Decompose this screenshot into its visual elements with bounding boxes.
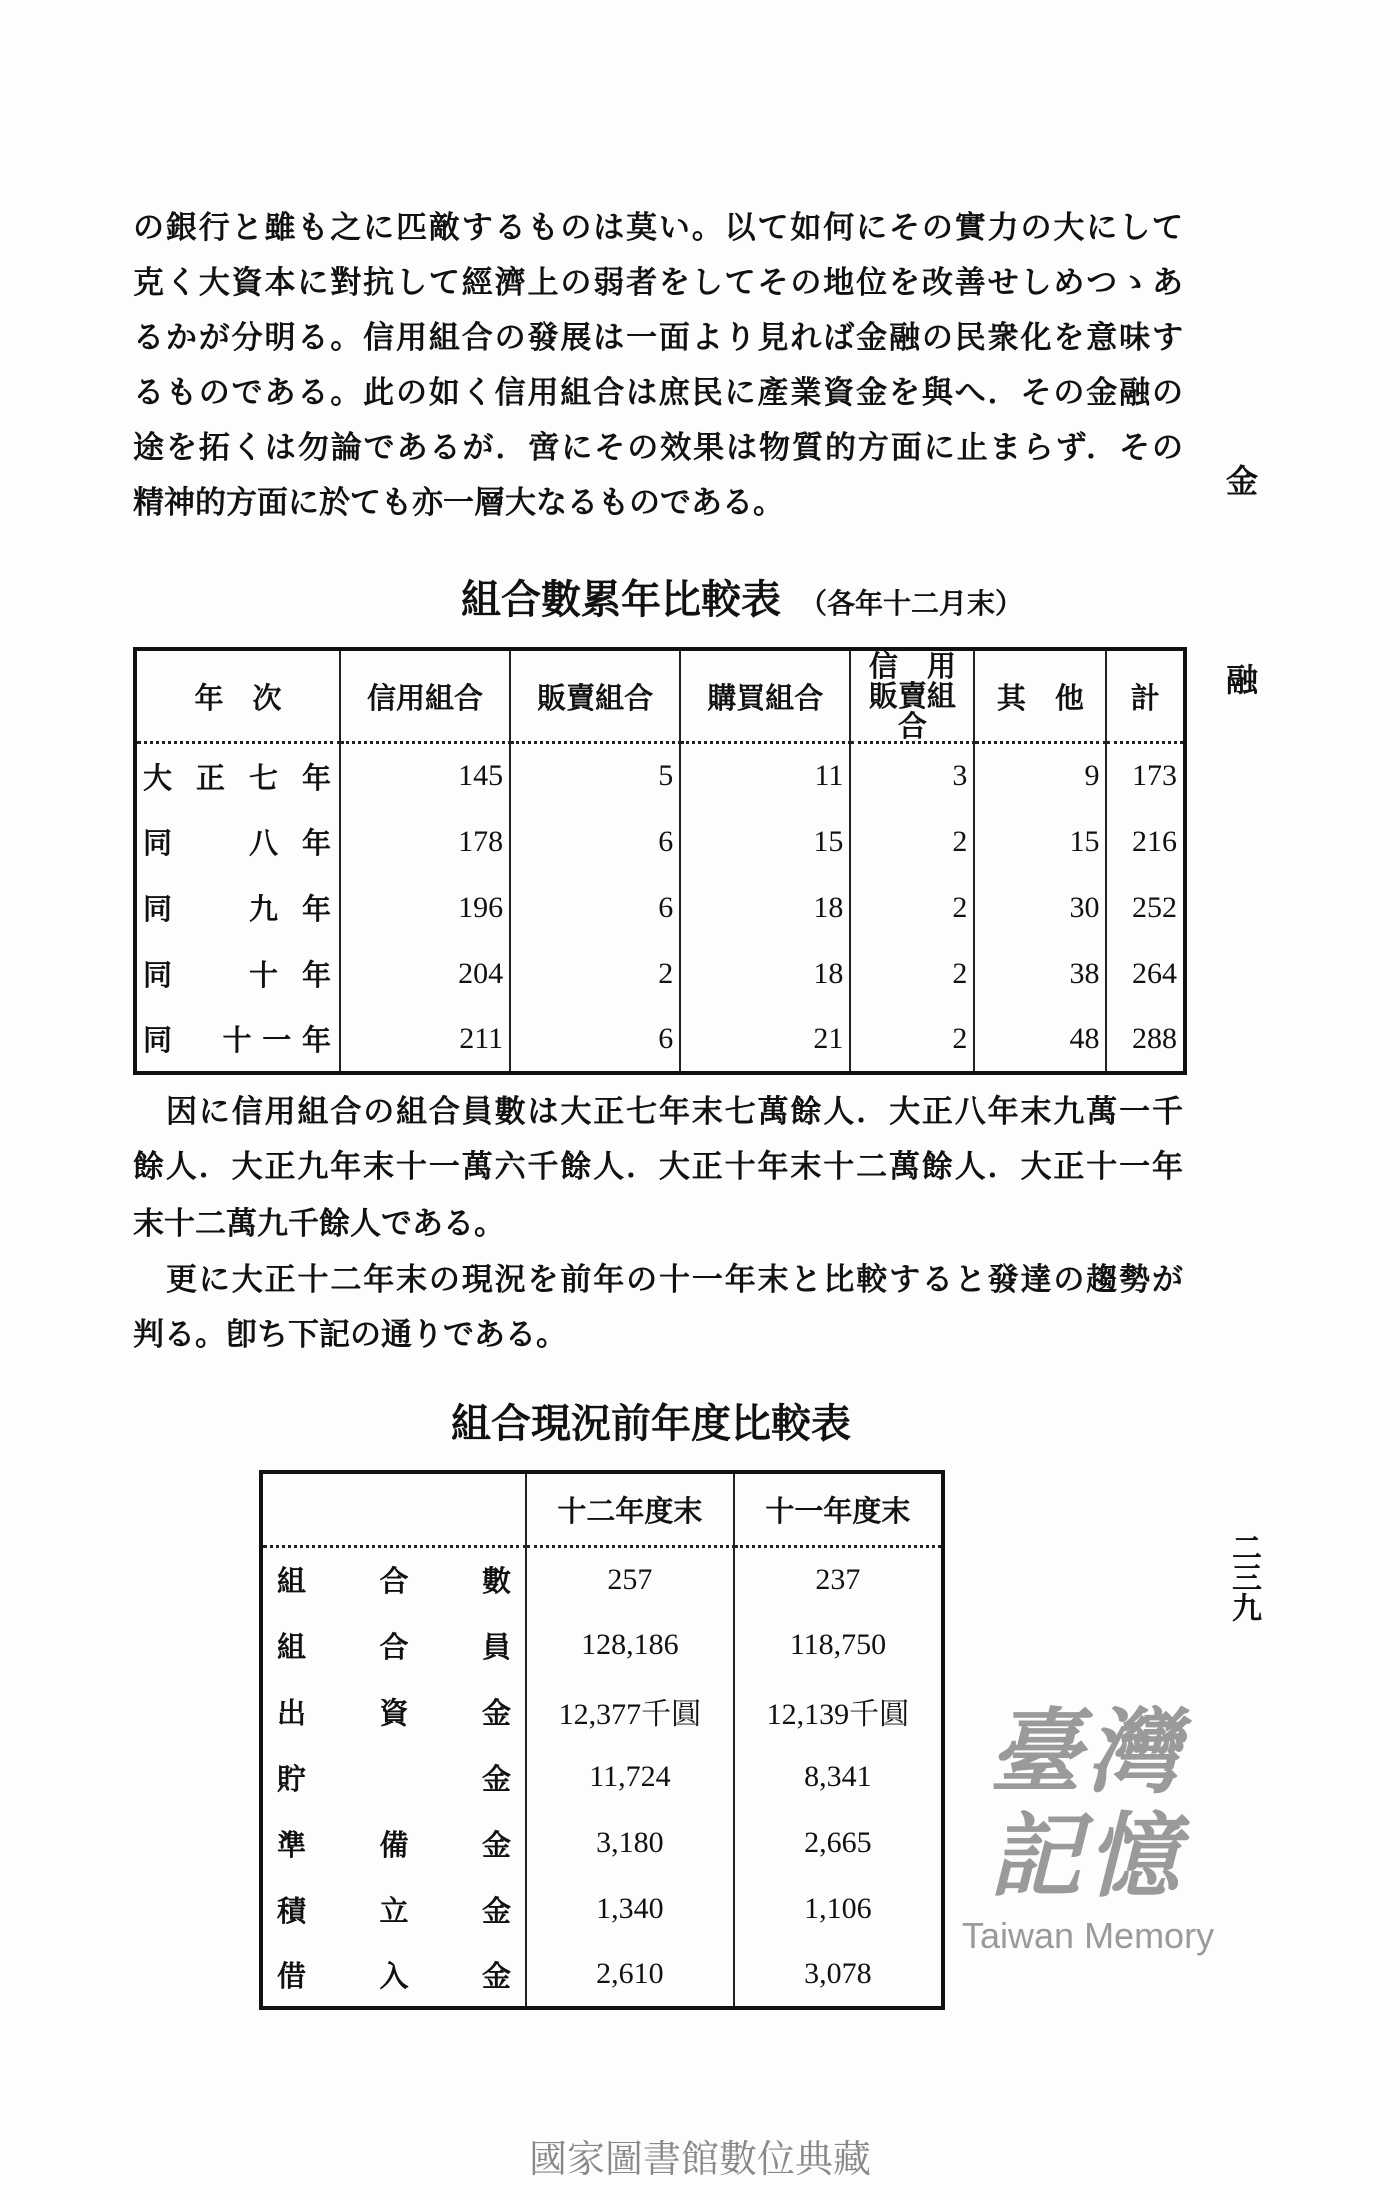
row-label: 積 立 金 xyxy=(277,1893,511,1928)
table-cell: 128,186 xyxy=(526,1612,734,1678)
table-cell: 1,340 xyxy=(526,1876,734,1942)
text-line: 判る。卽ち下記の通りである。 xyxy=(133,1317,567,1353)
table-cell: 6 xyxy=(510,809,680,875)
row-label: 同 十一年 xyxy=(143,1023,333,1057)
table1-title-text: 組合數累年比較表 xyxy=(460,576,781,623)
table-cell: 12,139千圓 xyxy=(734,1678,943,1744)
table-cell: 2 xyxy=(510,941,680,1007)
union-status-table xyxy=(259,1470,945,2010)
table-cell: 237 xyxy=(734,1546,943,1612)
row-label: 大正七年 xyxy=(143,760,333,795)
row-label: 貯 金 xyxy=(277,1761,511,1796)
union-count-table xyxy=(133,647,1187,1075)
row-label: 同 九年 xyxy=(143,892,333,926)
table-cell: 257 xyxy=(526,1546,734,1612)
table-cell: 3,078 xyxy=(734,1942,943,2008)
table-row xyxy=(135,809,1185,875)
row-label: 組 合 員 xyxy=(277,1629,511,1664)
table-row xyxy=(135,1007,1185,1073)
text-line: るかが分明る。信用組合の發展は一面より見れば金融の民衆化を意味す xyxy=(133,320,1183,356)
table-row xyxy=(135,941,1185,1007)
table-row xyxy=(261,1546,943,1612)
column-header xyxy=(261,1472,526,1546)
table-row xyxy=(261,1612,943,1678)
table-cell: 196 xyxy=(340,875,510,941)
column-header: 十一年度末 xyxy=(734,1472,943,1546)
column-header: 信用組合 xyxy=(340,649,510,743)
column-header: 年 次 xyxy=(135,649,340,743)
table-row xyxy=(135,743,1185,809)
watermark-en: Taiwan Memory xyxy=(962,1915,1215,1956)
table-cell: 264 xyxy=(1106,941,1185,1007)
table-cell: 211 xyxy=(340,1007,510,1073)
margin-heading-char: 融 xyxy=(1226,661,1259,699)
column-header: 十二年度末 xyxy=(526,1472,734,1546)
table-row xyxy=(261,1942,943,2008)
table-cell: 11,724 xyxy=(526,1744,734,1810)
text-line: 克く大資本に對抗して經濟上の弱者をしてその地位を改善せしめつゝあ xyxy=(133,265,1183,301)
table-cell: 2 xyxy=(850,809,974,875)
table-cell: 6 xyxy=(510,1007,680,1073)
table-cell: 6 xyxy=(510,875,680,941)
table-cell: 145 xyxy=(340,743,510,809)
table-cell: 2,665 xyxy=(734,1810,943,1876)
table-cell: 178 xyxy=(340,809,510,875)
table-row xyxy=(261,1744,943,1810)
text-line: 途を拓くは勿論であるが．啻にその效果は物質的方面に止まらず．その xyxy=(133,430,1183,466)
table1-subtitle: （各年十二月末） xyxy=(798,587,1024,620)
text-line: 精神的方面に於ても亦一層大なるものである。 xyxy=(133,485,784,521)
watermark-logo xyxy=(962,1698,1215,1958)
footer-credit: 國家圖書館數位典藏 xyxy=(528,2137,872,2181)
row-label: 組 合 數 xyxy=(277,1564,511,1599)
text-line: るものである。此の如く信用組合は庶民に產業資金を與へ．その金融の xyxy=(133,375,1183,411)
table-cell: 5 xyxy=(510,743,680,809)
table-cell: 1,106 xyxy=(734,1876,943,1942)
table-header-row xyxy=(261,1472,943,1546)
column-header: 購買組合 xyxy=(680,649,850,743)
table-cell: 173 xyxy=(1106,743,1185,809)
text-line: 末十二萬九千餘人である。 xyxy=(133,1206,505,1242)
text-line: 餘人．大正九年末十一萬六千餘人．大正十年末十二萬餘人．大正十一年 xyxy=(133,1149,1183,1185)
table-cell: 2 xyxy=(850,875,974,941)
page-number: 二三九 xyxy=(1226,1532,1261,1622)
row-label: 準 備 金 xyxy=(277,1827,511,1862)
table-cell: 216 xyxy=(1106,809,1185,875)
table-cell: 38 xyxy=(974,941,1106,1007)
table-cell: 3,180 xyxy=(526,1810,734,1876)
table-cell: 18 xyxy=(680,941,850,1007)
table-cell: 118,750 xyxy=(734,1612,943,1678)
table-cell: 2 xyxy=(850,941,974,1007)
row-label: 借 入 金 xyxy=(277,1958,511,1993)
table-row xyxy=(135,875,1185,941)
table-cell: 48 xyxy=(974,1007,1106,1073)
row-label: 同 十年 xyxy=(143,958,333,992)
table1-title xyxy=(461,568,1023,625)
text-line: の銀行と雖も之に匹敵するものは莫い。以て如何にその實力の大にして xyxy=(133,210,1183,246)
table2-title: 組合現況前年度比較表 xyxy=(451,1400,851,1447)
table-cell: 30 xyxy=(974,875,1106,941)
table-row xyxy=(261,1678,943,1744)
table-cell: 2,610 xyxy=(526,1942,734,2008)
table-row xyxy=(261,1876,943,1942)
column-header: 計 xyxy=(1106,649,1185,743)
text-line: 更に大正十二年末の現況を前年の十一年末と比較すると發達の趨勢が xyxy=(166,1262,1183,1298)
table-cell: 21 xyxy=(680,1007,850,1073)
table-header-row xyxy=(135,649,1185,743)
table-cell: 18 xyxy=(680,875,850,941)
table-cell: 11 xyxy=(680,743,850,809)
table-cell: 252 xyxy=(1106,875,1185,941)
table-cell: 2 xyxy=(850,1007,974,1073)
table-cell: 15 xyxy=(974,809,1106,875)
table-cell: 12,377千圓 xyxy=(526,1678,734,1744)
table-cell: 15 xyxy=(680,809,850,875)
table-row xyxy=(261,1810,943,1876)
table-cell: 204 xyxy=(340,941,510,1007)
table-cell: 9 xyxy=(974,743,1106,809)
table-cell: 8,341 xyxy=(734,1744,943,1810)
column-header: 販賣組合 xyxy=(510,649,680,743)
column-header: 信 用 販賣組合 xyxy=(850,649,974,743)
table-cell: 3 xyxy=(850,743,974,809)
text-line: 因に信用組合の組合員數は大正七年末七萬餘人．大正八年末九萬一千 xyxy=(166,1094,1183,1130)
watermark-cn: 臺灣記憶 xyxy=(988,1698,1185,1910)
column-header: 其 他 xyxy=(974,649,1106,743)
margin-heading-char: 金 xyxy=(1226,462,1259,500)
table-cell: 288 xyxy=(1106,1007,1185,1073)
row-label: 同 八年 xyxy=(143,826,333,860)
row-label: 出 資 金 xyxy=(277,1695,511,1730)
